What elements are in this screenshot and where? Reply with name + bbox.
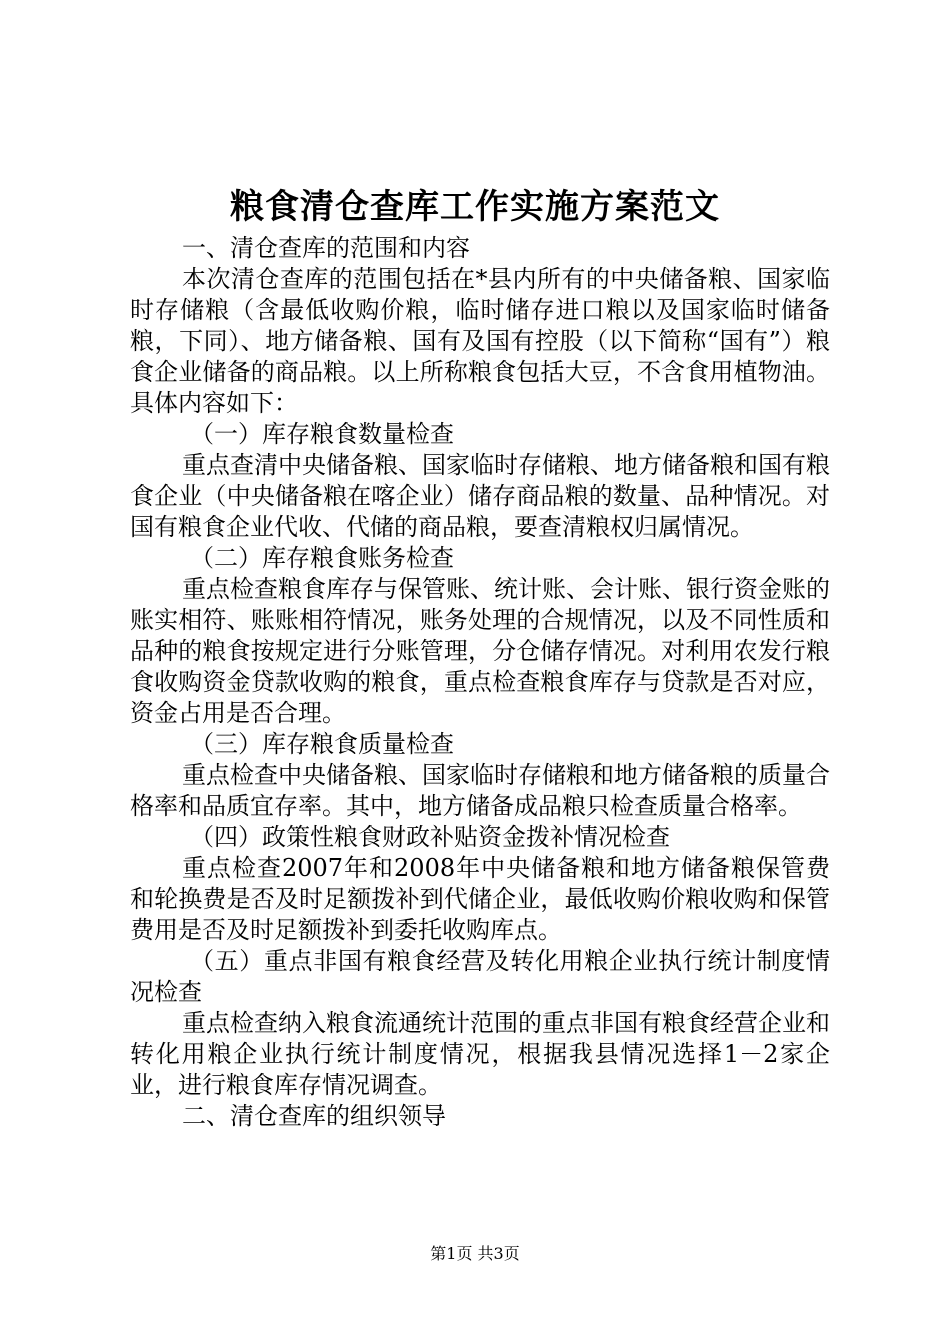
paragraph: 重点检查纳入粮食流通统计范围的重点非国有粮食经营企业和转化用粮企业执行统计制度情况，根据我县情况选择1－2家企业，进行粮食库存情况调查。 xyxy=(130,1009,830,1099)
subsection-heading: （一）库存粮食数量检查 xyxy=(190,420,454,448)
subsection-heading: （三）库存粮食质量检查 xyxy=(190,730,454,758)
section-heading: 一、清仓查库的范围和内容 xyxy=(182,234,470,262)
page-footer: 第1页 共3页 xyxy=(430,1244,520,1263)
section-heading: 二、清仓查库的组织领导 xyxy=(182,1102,446,1130)
paragraph: 重点检查粮食库存与保管账、统计账、会计账、银行资金账的账实相符、账账相符情况，账务处理的合规情况，以及不同性质和品种的粮食按规定进行分账管理，分仓储存情况。对利用农发行粮食收购资金贷款收购的粮食，重点检查粮食库存与贷款是否对应，资金占用是否合理。 xyxy=(130,575,830,727)
subsection-heading: （五）重点非国有粮食经营及转化用粮企业执行统计制度情况检查 xyxy=(130,947,830,1006)
subsection-heading: （四）政策性粮食财政补贴资金拨补情况检查 xyxy=(190,823,670,851)
paragraph: 重点检查2007年和2008年中央储备粮和地方储备粮保管费和轮换费是否及时足额拨补到代储企业，最低收购价粮收购和保管费用是否及时足额拨补到委托收购库点。 xyxy=(130,854,830,944)
paragraph: 本次清仓查库的范围包括在*县内所有的中央储备粮、国家临时存储粮（含最低收购价粮，临时储存进口粮以及国家临时储备粮，下同）、地方储备粮、国有及国有控股（以下简称“国有”）粮食企业储备的商品粮。以上所称粮食包括大豆，不含食用植物油。具体内容如下： xyxy=(130,265,830,417)
paragraph: 重点查清中央储备粮、国家临时存储粮、地方储备粮和国有粮食企业（中央储备粮在喀企业）储存商品粮的数量、品种情况。对国有粮食企业代收、代储的商品粮，要查清粮权归属情况。 xyxy=(130,451,830,541)
paragraph: 重点检查中央储备粮、国家临时存储粮和地方储备粮的质量合格率和品质宜存率。其中，地方储备成品粮只检查质量合格率。 xyxy=(130,761,830,820)
subsection-heading: （二）库存粮食账务检查 xyxy=(190,544,454,572)
document-body xyxy=(130,233,830,1132)
document-title: 粮食清仓查库工作实施方案范文 xyxy=(230,187,720,227)
